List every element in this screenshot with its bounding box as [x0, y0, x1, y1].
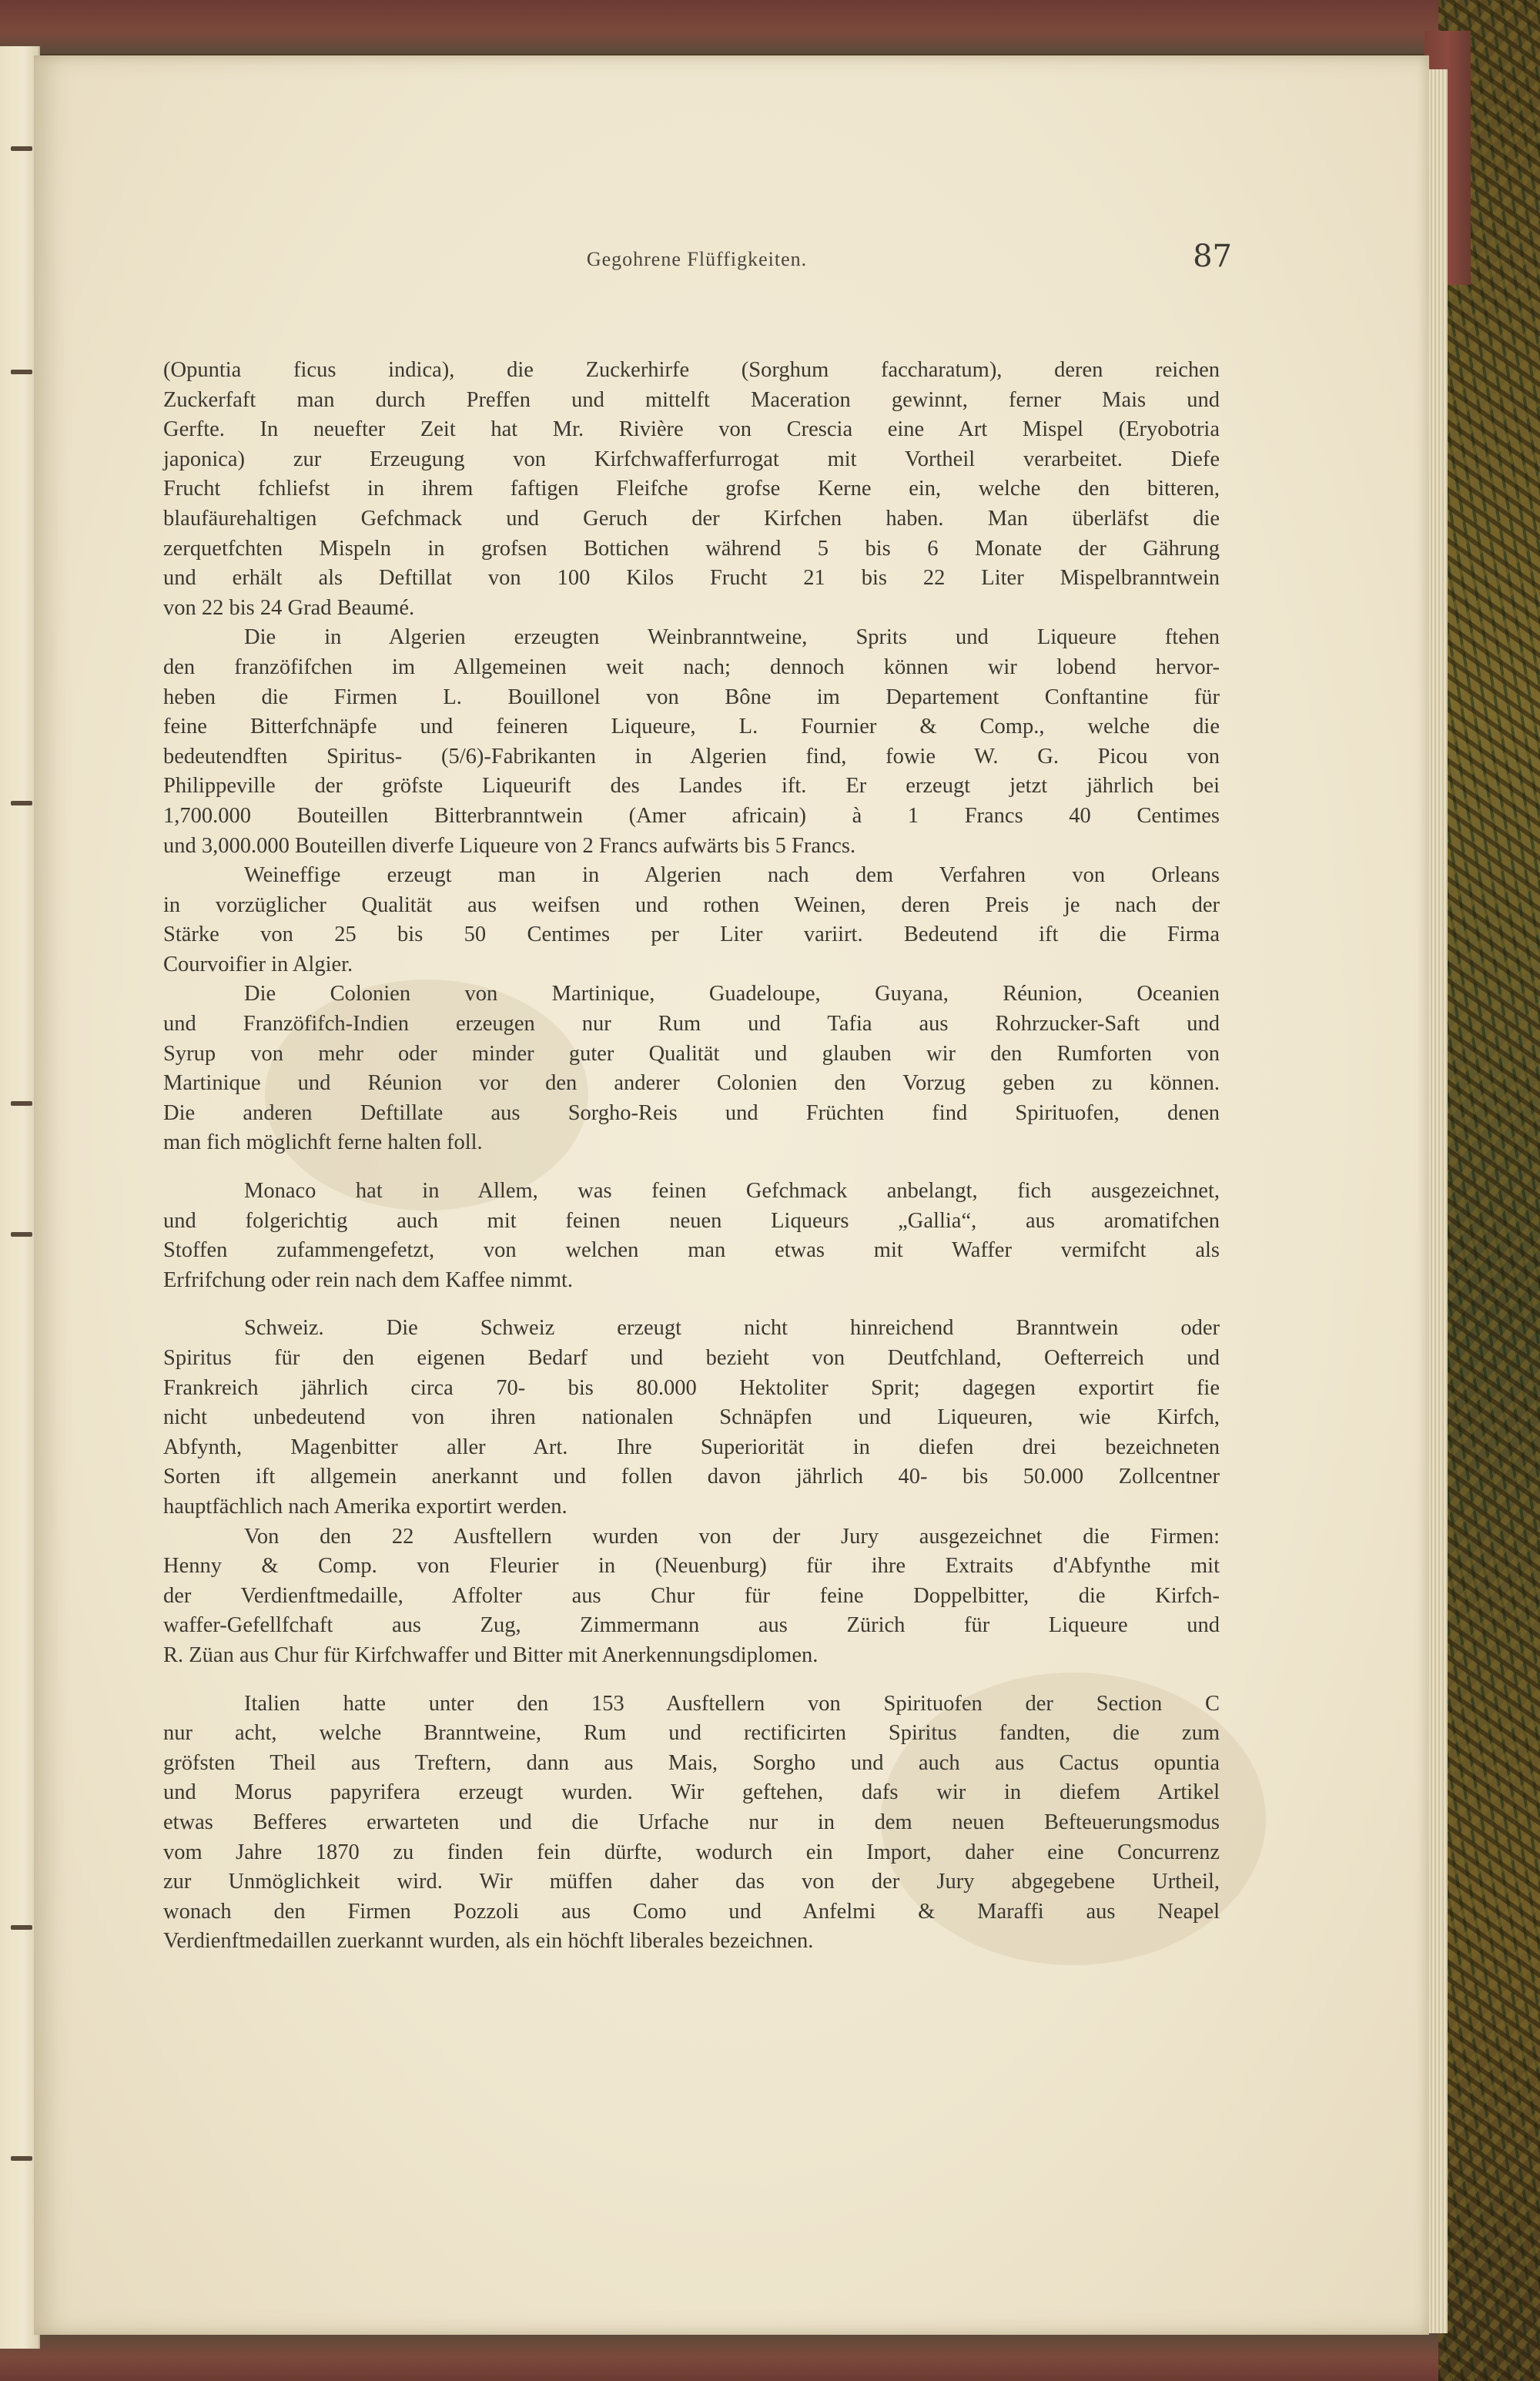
paragraph-weinessig [163, 861, 1220, 980]
text-line: etwas Befferes erwarteten und die Urfache nur in dem neuen Befteuerungsmodus [163, 1810, 1220, 1834]
text-line: feine Bitterfchnäpfe und feineren Liqueure, L. Fournier & Comp., welche die [163, 715, 1220, 739]
text-line: Syrup von mehr oder minder guter Qualität und glauben wir den Rumforten von [163, 1041, 1220, 1066]
text-line: R. Züan aus Chur für Kirfchwaffer und Bitter mit Anerkennungsdiplomen. [163, 1643, 819, 1667]
text-line: (Opuntia ficus indica), die Zuckerhirfe (Sorghum faccharatum), deren reichen [163, 358, 1220, 382]
text-line: Von den 22 Ausftellern wurden von der Jury ausgezeichnet die Firmen: [244, 1524, 1220, 1549]
text-line: Martinique und Réunion vor den anderer Colonien den Vorzug geben zu können. [163, 1071, 1220, 1096]
running-head [162, 239, 1232, 293]
text-line: wonach den Firmen Pozzoli aus Como und Anfelmi & Maraffi aus Neapel [163, 1899, 1220, 1924]
text-line: Erfrifchung oder rein nach dem Kaffee nimmt. [163, 1268, 574, 1292]
paragraph-italien [163, 1689, 1220, 1957]
text-line: Gerfte. In neuefter Zeit hat Mr. Rivière von Crescia eine Art Mispel (Eryobotria [163, 417, 1220, 442]
text-line: Sorten ift allgemein anerkannt und follen davon jährlich 40- bis 50.000 Zollcentner [163, 1465, 1220, 1489]
text-line: und Franzöfifch-Indien erzeugen nur Rum und Tafia aus Rohrzucker-Saft und [163, 1012, 1220, 1036]
book-binding-bottom [0, 2333, 1540, 2381]
text-line: nicht unbedeutend von ihren nationalen Schnäpfen und Liqueuren, wie Kirfch, [163, 1405, 1220, 1430]
text-line: gröfsten Theil aus Treftern, dann aus Mais, Sorgho und auch aus Cactus opuntia [163, 1750, 1220, 1775]
text-line: Monaco hat in Allem, was feinen Gefchmack anbelangt, fich ausgezeichnet, [244, 1179, 1220, 1204]
text-line: den franzöfifchen im Allgemeinen weit nach; dennoch können wir lobend hervor- [163, 655, 1220, 679]
text-line: hauptfächlich nach Amerika exportirt werden. [163, 1494, 567, 1519]
body-text [163, 356, 1220, 1957]
text-line: Die Colonien von Martinique, Guadeloupe, Guyana, Réunion, Oceanien [244, 982, 1220, 1006]
text-line: japonica) zur Erzeugung von Kirfchwafferfurrogat mit Vortheil verarbeitet. Diefe [163, 447, 1220, 471]
text-line: Henny & Comp. von Fleurier in (Neuenburg) für ihre Extraits d'Abfynthe mit [163, 1554, 1220, 1579]
paragraph-colonien [163, 980, 1220, 1158]
text-line: Abfynth, Magenbitter aller Art. Ihre Superiorität in diefen drei bezeichneten [163, 1435, 1220, 1459]
text-line: nur acht, welche Branntweine, Rum und rectificirten Spiritus fandten, die zum [163, 1721, 1220, 1746]
text-line: und 3,000.000 Bouteillen diverfe Liqueure von 2 Francs aufwärts bis 5 Francs. [163, 833, 856, 858]
text-line: zur Unmöglichkeit wird. Wir müffen daher das von der Jury abgegebene Urtheil, [163, 1870, 1220, 1894]
text-line: Schweiz. Die Schweiz erzeugt nicht hinreichend Branntwein oder [244, 1316, 1220, 1341]
text-line: heben die Firmen L. Bouillonel von Bône im Departement Conftantine für [163, 685, 1220, 709]
paragraph-opuntia [163, 356, 1220, 623]
text-line: Frucht fchliefst in ihrem faftigen Fleifche grofse Kerne ein, welche den bitteren, [163, 477, 1220, 501]
text-line: Stoffen zufammengefetzt, von welchen man etwas mit Waffer vermifcht als [163, 1238, 1220, 1263]
text-line: man fich möglichft ferne halten foll. [163, 1130, 483, 1155]
paragraph-aussteller [163, 1522, 1220, 1671]
text-line: Stärke von 25 bis 50 Centimes per Liter variirt. Bedeutend ift die Firma [163, 923, 1220, 947]
text-line: Weineffige erzeugt man in Algerien nach dem Verfahren von Orleans [244, 863, 1220, 888]
text-line: zerquetfchten Mispeln in grofsen Bottichen während 5 bis 6 Monate der Gährung [163, 536, 1220, 561]
text-line: Spiritus für den eigenen Bedarf und bezieht von Deutfchland, Oefterreich und [163, 1346, 1220, 1370]
text-line: Die anderen Deftillate aus Sorgho-Reis und Früchten find Spirituofen, denen [163, 1100, 1220, 1125]
text-line: Frankreich jährlich circa 70- bis 80.000 Hektoliter Sprit; dagegen exportirt fie [163, 1375, 1220, 1400]
marbled-fore-edge [1438, 0, 1540, 2381]
text-line: Philippeville der gröfste Liqueurift des Landes ift. Er erzeugt jetzt jährlich bei [163, 774, 1220, 799]
text-line: 1,700.000 Bouteillen Bitterbranntwein (Amer africain) à 1 Francs 40 Centimes [163, 803, 1220, 828]
text-line: Italien hatte unter den 153 Ausftellern von Spirituofen der Section C [244, 1691, 1220, 1716]
text-line: und Morus papyrifera erzeugt wurden. Wir geftehen, dafs wir in diefem Artikel [163, 1780, 1220, 1805]
text-line: bedeutendften Spiritus- (5/6)-Fabrikanten in Algerien find, fowie W. G. Picou von [163, 744, 1220, 769]
text-line: waffer-Gefellfchaft aus Zug, Zimmermann aus Zürich für Liqueure und [163, 1613, 1220, 1638]
text-line: und erhält als Deftillat von 100 Kilos Frucht 21 bis 22 Liter Mispelbranntwein [163, 566, 1220, 591]
running-head-title: Gegohrene Flüffigkeiten. [586, 248, 808, 270]
text-line: der Verdienftmedaille, Affolter aus Chur für feine Doppelbitter, die Kirfch- [163, 1583, 1220, 1608]
text-line: vom Jahre 1870 zu finden fein dürfte, wodurch ein Import, daher eine Concurrenz [163, 1840, 1220, 1864]
text-line: in vorzüglicher Qualität aus weifsen und rothen Weinen, deren Preis je nach der [163, 892, 1220, 917]
text-line: Die in Algerien erzeugten Weinbranntweine, Sprits und Liqueure ftehen [244, 625, 1220, 650]
paragraph-schweiz [163, 1314, 1220, 1522]
paragraph-algerien [163, 623, 1220, 861]
text-line: Verdienftmedaillen zuerkannt wurden, als ein höchft liberales bezeichnen. [163, 1929, 814, 1954]
page-number: 87 [1193, 239, 1232, 274]
book-binding-top [0, 0, 1540, 54]
text-line: Zuckerfaft man durch Preffen und mittelft Maceration gewinnt, ferner Mais und [163, 387, 1220, 412]
text-line: von 22 bis 24 Grad Beaumé. [163, 595, 415, 620]
text-line: und folgerichtig auch mit feinen neuen Liqueurs „Gallia“, aus aromatifchen [163, 1208, 1220, 1233]
text-line: blaufäurehaltigen Gefchmack und Geruch der Kirfchen haben. Man überläfst die [163, 506, 1220, 531]
text-line: Courvoifier in Algier. [163, 952, 353, 976]
paragraph-monaco [163, 1177, 1220, 1295]
